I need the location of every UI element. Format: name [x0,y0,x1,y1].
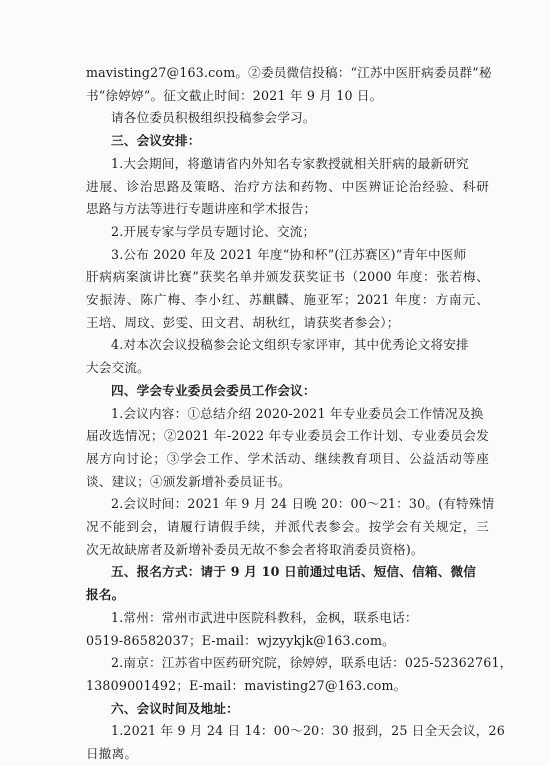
text-line: 王培、周玟、彭雯、田文君、胡秋红，请获奖者参会）； [86,314,400,330]
text-line: 况不能到会，请履行请假手续，并派代表参会。按学会有关规定，三 [86,519,489,535]
section-heading-4: 四、学会专业委员会委员工作会议： [111,382,316,398]
text-line: 0519-86582037；E-mail：wjzyykjk@163.com。 [86,632,395,648]
text-line: 1.大会期间，将邀请省内外知名专家教授就相关肝病的最新研究 [111,155,469,171]
text-line: 大会交流。 [86,360,150,376]
text-line: 次无故缺席者及新增补委员无故不参会者将取消委员资格)。 [86,541,424,557]
text-line: 4.对本次会议投稿参会论文组织专家评审，其中优秀论文将安排 [111,337,469,353]
text-line: 1.常州：常州市武进中医院科教科，金枫，联系电话： [111,609,418,625]
text-line [86,85,489,108]
text-line: 展方向讨论；③学会工作、学术活动、继续教育项目、公益活动等座 [86,450,489,466]
text-line: 1.会议内容：①总结介绍 2020-2021 年专业委员会工作情况及换 [111,405,484,421]
section-heading-5: 五、报名方式：请于 9 月 10 日前通过电话、短信、信箱、微信 [111,564,477,580]
text-line: mavisting27@163.com。②委员微信投稿：“江苏中医肝病委员群”秘 [86,65,492,80]
text-line: 2.开展专家与学员专题讨论、交流； [111,223,316,239]
text-line: 肝病病案演讲比赛”获奖名单并颁发获奖证书（2000 年度：张若梅、 [86,269,489,285]
text-fragment: 书“徐婷婷”。征文截止时间：2021 年 9 月 10 日。 [86,87,383,103]
text-line: 13809001492；E-mail：mavisting27@163.com。 [86,677,407,693]
text-line: 1.2021 年 9 月 24 日 14：00～20：30 报到，25 日全天会议，26 [111,723,505,739]
text-line: 届改选情况；②2021 年-2022 年专业委员会工作计划、专业委员会发 [86,428,489,444]
text-line: 请各位委员积极组织投稿参会学习。 [111,110,316,126]
section-heading-3: 三、会议安排： [111,133,201,149]
text-line: 安振涛、陈广梅、李小红、苏麒麟、施亚军；2021 年度：方南元、 [86,292,489,308]
text-line: 谈、建议；④颁发新增补委员证书。 [86,473,291,489]
text-line: 报名。 [86,587,125,603]
text-line: 进展、诊治思路及策略、治疗方法和药物、中医辨证论治经验、科研 [86,178,489,194]
text-line: 2.南京：江苏省中医药研究院，徐婷婷，联系电话：025-52362761， [111,655,513,671]
text-line: 3.公布 2020 年及 2021 年度“协和杯”(江苏赛区)“青年中医师 [111,246,467,262]
text-line: 日撤离。 [86,746,138,762]
text-line: 思路与方法等进行专题讲座和学术报告； [86,201,317,217]
text-line: 2.会议时间：2021 年 9 月 24 日晚 20：00～21：30。(有特殊情 [111,496,495,512]
section-heading-6: 六、会议时间及地址： [111,700,239,716]
